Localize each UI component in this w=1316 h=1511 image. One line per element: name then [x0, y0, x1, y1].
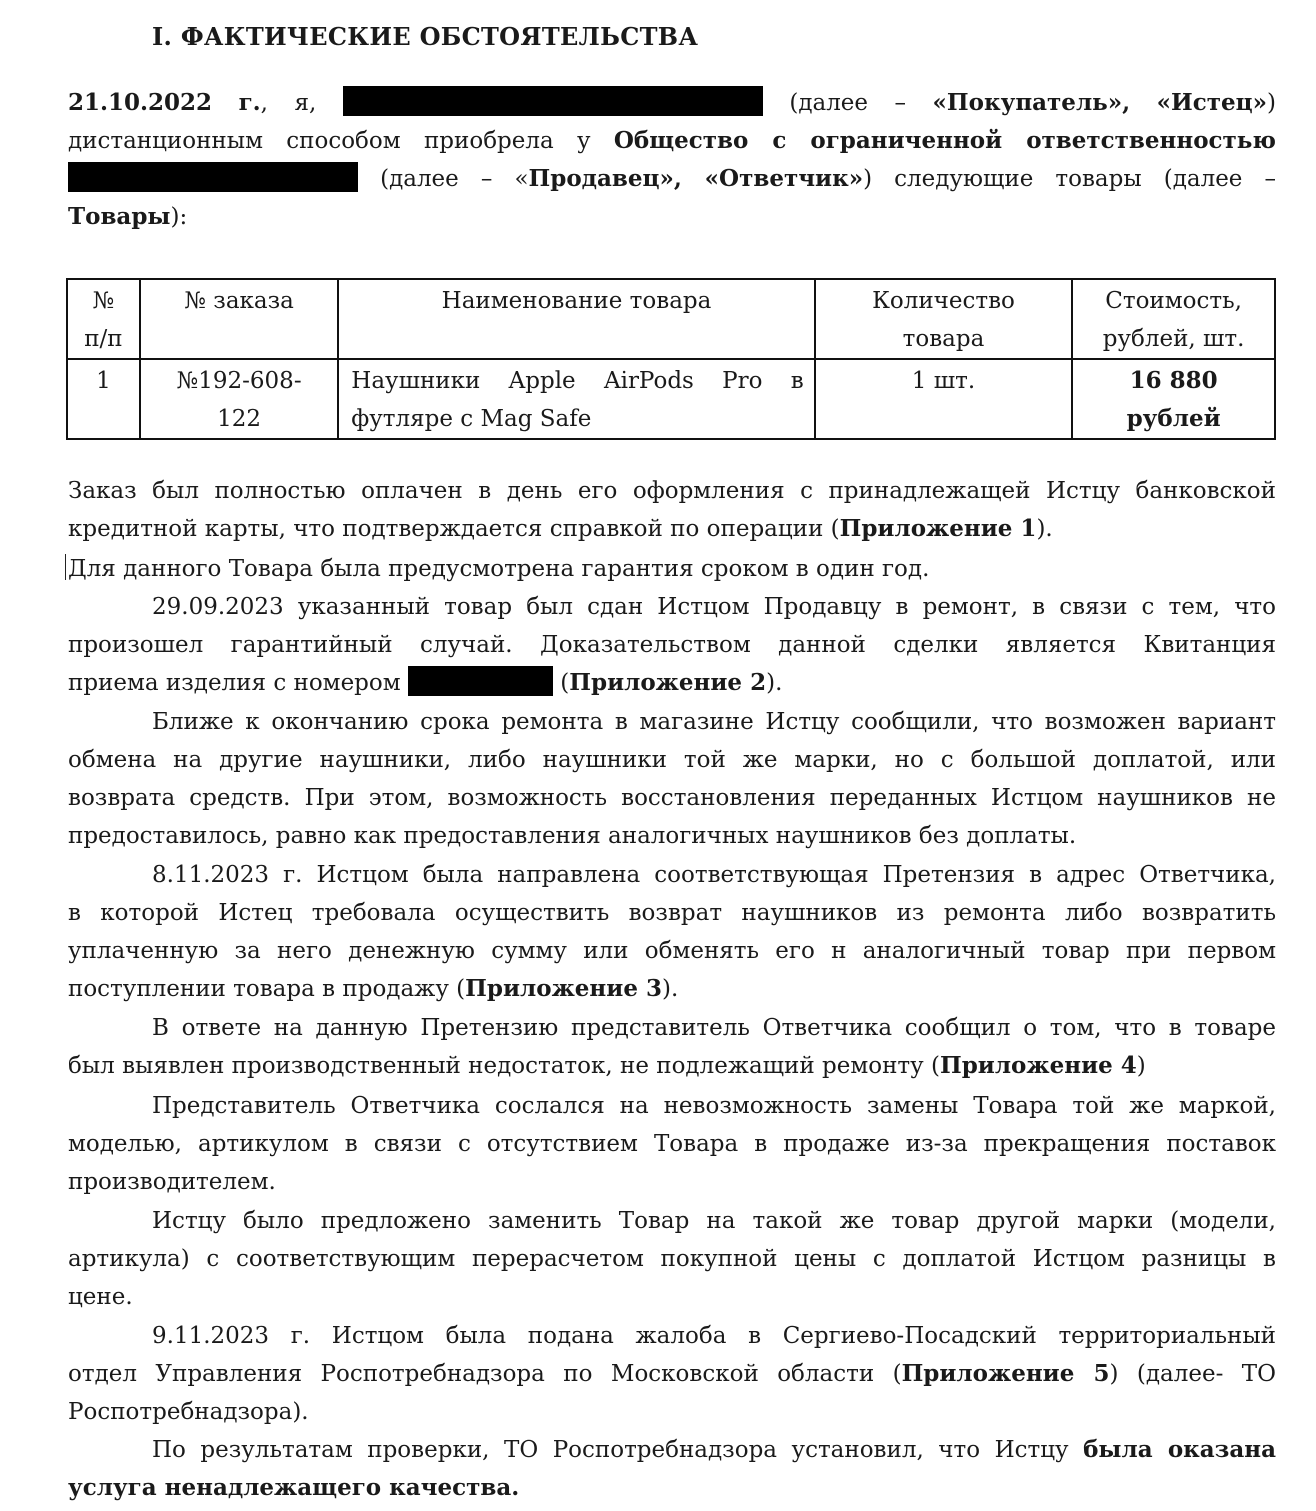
col-header-qty: Количество товара	[815, 279, 1072, 359]
intro-line-1: 21.10.2022 г., я, (далее – «Покупатель», «Истец»)	[68, 84, 1276, 122]
intro-line-2: дистанционным способом приобрела у Общество с ограниченной ответственностью	[68, 127, 1277, 154]
goods-table	[66, 278, 1276, 440]
redacted-receipt-number	[408, 666, 553, 696]
section-heading: I. ФАКТИЧЕСКИЕ ОБСТОЯТЕЛЬСТВА	[152, 22, 699, 51]
intro-line-4: Товары):	[68, 203, 188, 230]
table-header-row	[67, 279, 1275, 359]
col-header-order: № заказа	[140, 279, 338, 359]
cell-price: 16 880 рублей	[1072, 359, 1275, 439]
paragraph-complaint: 9.11.2023 г. Истцом была подана жалоба в Сергиево-Посадский территориальный отдел Управления Роспотребнадзора по Московской области (Приложение 5) (далее- ТО Роспотребнадзора).	[68, 1323, 1276, 1425]
intro-line-3: (далее – «Продавец», «Ответчик») следующие товары (далее –	[68, 160, 1276, 198]
paragraph-payment: Заказ был полностью оплачен в день его оформления с принадлежащей Истцу банковской кредитной карты, что подтверждается справкой по операции (Приложение 1).	[68, 478, 1276, 542]
paragraph-refusal: Представитель Ответчика сослался на невозможность замены Товара той же маркой, моделью, артикулом в связи с отсутствием Товара в продаже из-за прекращения поставок производителем.	[68, 1093, 1276, 1195]
purchase-date: 21.10.2022	[68, 89, 213, 116]
intro-paragraph	[68, 84, 1276, 236]
table-row	[67, 359, 1275, 439]
col-header-name: Наименование товара	[338, 279, 815, 359]
paragraph-claim: 8.11.2023 г. Истцом была направлена соответствующая Претензия в адрес Ответчика, в которой Истец требовала осуществить возврат наушников из ремонта либо возвратить уплаченную за него денежную сумму или обменять его н аналогичный товар при первом поступлении товара в продажу (Приложение 3).	[68, 862, 1276, 1002]
col-header-price: Стоимость, рублей, шт.	[1072, 279, 1275, 359]
cell-qty: 1 шт.	[815, 359, 1072, 439]
cell-order: №192-608- 122	[140, 359, 338, 439]
paragraph-exchange: Ближе к окончанию срока ремонта в магазине Истцу сообщили, что возможен вариант обмена на другие наушники, либо наушники той же марки, но с большой доплатой, или возврата средств. При этом, возможность восстановления переданных Истцом наушников не предоставилось, равно как предоставления аналогичных наушников без доплаты.	[68, 709, 1276, 849]
paragraph-answer: В ответе на данную Претензию представитель Ответчика сообщил о том, что в товаре был выявлен производственный недостаток, не подлежащий ремонту (Приложение 4)	[68, 1015, 1276, 1079]
paragraph-offer: Истцу было предложено заменить Товар на такой же товар другой марки (модели, артикула) с соответствующим перерасчетом покупной цены с доплатой Истцом разницы в цене.	[68, 1208, 1276, 1310]
seller-legal-form: Общество с ограниченной ответственностью	[613, 127, 1277, 154]
cell-num: 1	[67, 359, 140, 439]
text-cursor	[65, 554, 66, 580]
paragraph-warranty: Для данного Товара была предусмотрена гарантия сроком в один год.	[68, 550, 1276, 588]
redacted-buyer-name	[343, 86, 763, 116]
redacted-seller-name	[68, 162, 358, 192]
col-header-num: № п/п	[67, 279, 140, 359]
paragraph-repair: 29.09.2023 указанный товар был сдан Истцом Продавцу в ремонт, в связи с тем, что произошел гарантийный случай. Доказательством данной сделки является Квитанция приема изделия с номером (Приложение 2).	[68, 594, 1276, 696]
cell-product-name: Наушники Apple AirPods Pro в футляре с Mag Safe	[338, 359, 815, 439]
paragraph-result: По результатам проверки, ТО Роспотребнадзора установил, что Истцу была оказана услуга ненадлежащего качества.	[68, 1436, 1276, 1501]
